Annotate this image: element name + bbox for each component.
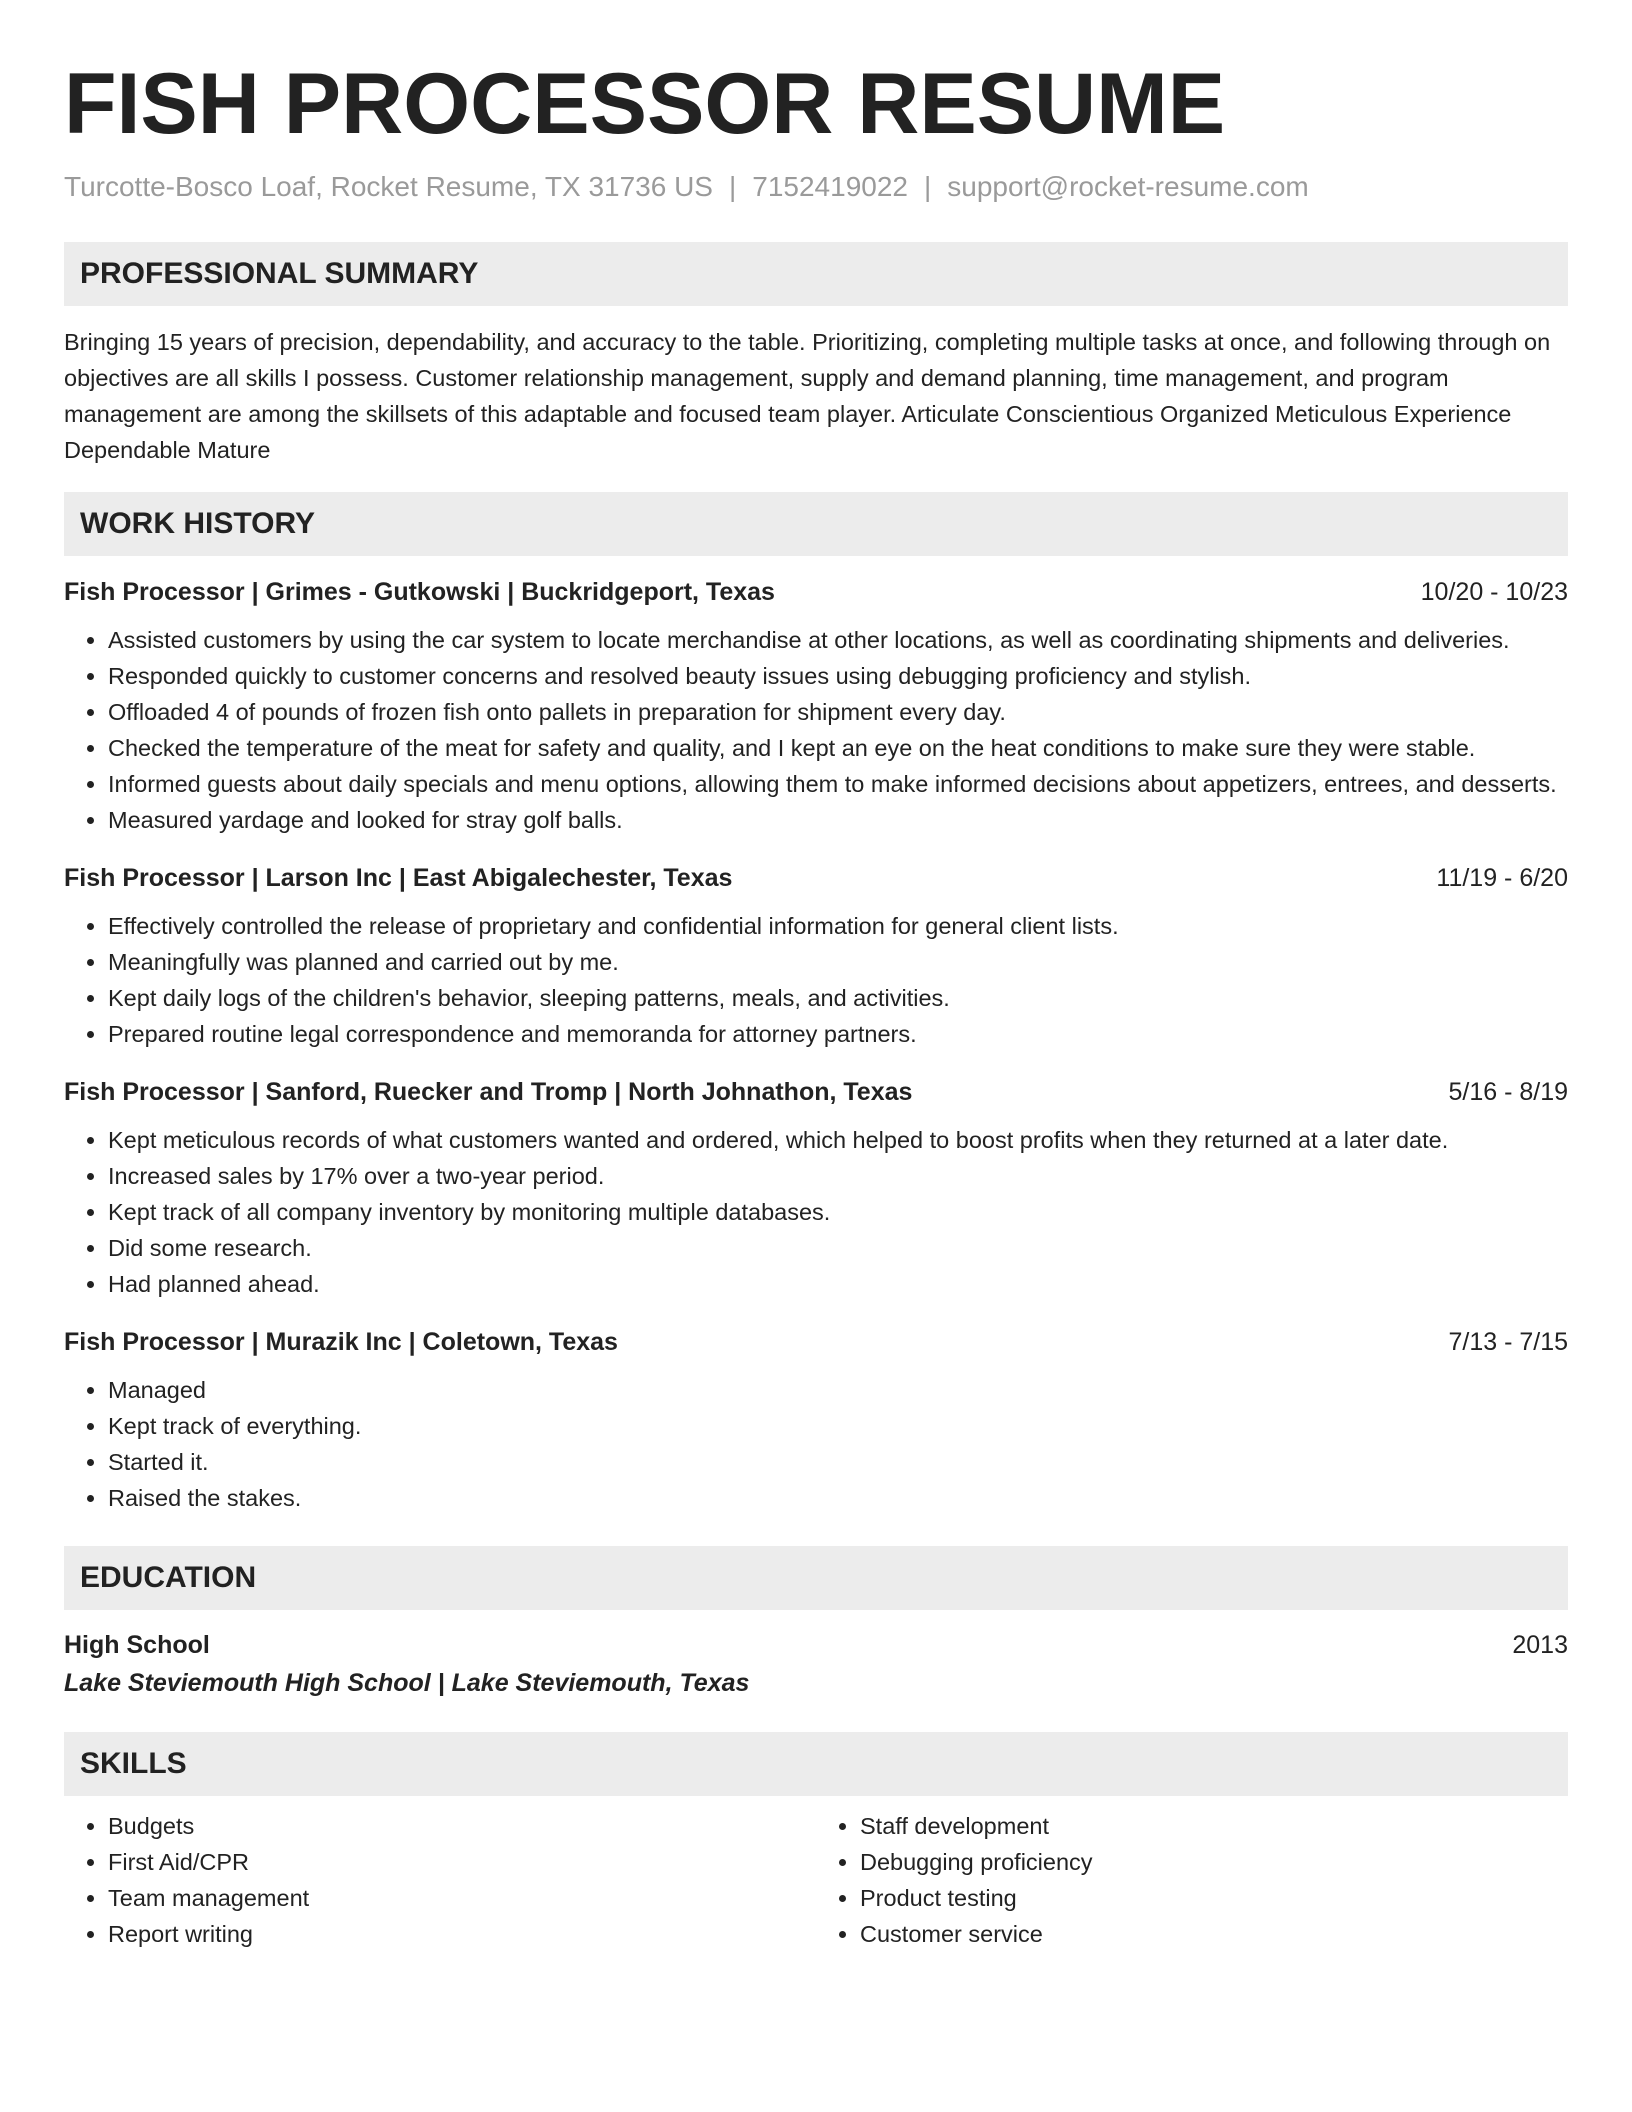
contact-separator: | — [924, 171, 932, 202]
summary-text: Bringing 15 years of precision, dependability, and accuracy to the table. Prioritizing, completing multiple tasks at once, and following through on objectives are all skills I possess. Customer relationship management, supply and demand planning, time management, and program management are among the skillsets of this adaptable and focused team player. Articulate Conscientious Organized Meticulous Experience Dependable Mature — [64, 329, 1551, 463]
job-bullet: • Meaningfully was planned and carried out by me. — [108, 944, 1568, 980]
job-dates: 5/16 - 8/19 — [1448, 1078, 1568, 1106]
contact-phone: 7152419022 — [752, 171, 908, 202]
job-bullet: • Responded quickly to customer concerns and resolved beauty issues using debugging proficiency and stylish. — [108, 658, 1568, 694]
job-bullets — [64, 1122, 1568, 1302]
section-heading-summary: PROFESSIONAL SUMMARY — [64, 242, 1568, 306]
skill-item: • First Aid/CPR — [108, 1844, 816, 1880]
skill-item: • Report writing — [108, 1916, 816, 1952]
job-dates: 7/13 - 7/15 — [1448, 1328, 1568, 1356]
resume-title: FISH PROCESSOR RESUME — [64, 56, 1226, 152]
contact-separator: | — [728, 171, 737, 202]
job-entry — [64, 1324, 1568, 1516]
job-dates: 11/19 - 6/20 — [1436, 864, 1568, 892]
skill-item: • Staff development — [860, 1808, 1568, 1844]
job-bullet: • Raised the stakes. — [108, 1480, 1568, 1516]
job-title: Fish Processor | Grimes - Gutkowski | Buckridgeport, Texas — [64, 578, 775, 606]
job-bullet: • Informed guests about daily specials and menu options, allowing them to make informed decisions about appetizers, entrees, and desserts. — [108, 766, 1568, 802]
job-bullets — [64, 1372, 1568, 1516]
education-degree: High School — [64, 1631, 210, 1659]
job-header — [64, 860, 1568, 896]
job-bullet: • Managed — [108, 1372, 1568, 1408]
skill-item: • Product testing — [860, 1880, 1568, 1916]
section-heading-skills: SKILLS — [64, 1732, 1568, 1796]
skills-list — [64, 1808, 1568, 1952]
job-bullet: • Prepared routine legal correspondence and memoranda for attorney partners. — [108, 1016, 1568, 1052]
contact-line — [64, 170, 1568, 204]
job-bullets — [64, 622, 1568, 838]
job-bullet: • Kept track of everything. — [108, 1408, 1568, 1444]
job-bullet: • Kept track of all company inventory by monitoring multiple databases. — [108, 1194, 1568, 1230]
job-header — [64, 1324, 1568, 1360]
skills-column-left — [64, 1808, 816, 1952]
job-title: Fish Processor | Murazik Inc | Coletown, Texas — [64, 1328, 618, 1356]
job-bullet: • Kept meticulous records of what customers wanted and ordered, which helped to boost profits when they returned at a later date. — [108, 1122, 1568, 1158]
job-bullet: • Measured yardage and looked for stray golf balls. — [108, 802, 1568, 838]
contact-address: Turcotte-Bosco Loaf, Rocket Resume, TX 31736 US — [64, 171, 713, 202]
job-title: Fish Processor | Larson Inc | East Abigalechester, Texas — [64, 864, 733, 892]
job-entry — [64, 574, 1568, 838]
job-bullet: • Offloaded 4 of pounds of frozen fish onto pallets in preparation for shipment every day. — [108, 694, 1568, 730]
section-heading-education: EDUCATION — [64, 1546, 1568, 1610]
skill-item: • Budgets — [108, 1808, 816, 1844]
education-year: 2013 — [1512, 1631, 1568, 1659]
job-bullet: • Effectively controlled the release of proprietary and confidential information for general client lists. — [108, 908, 1568, 944]
job-title: Fish Processor | Sanford, Ruecker and Tromp | North Johnathon, Texas — [64, 1078, 913, 1106]
skill-item: • Debugging proficiency — [860, 1844, 1568, 1880]
section-heading-work-history: WORK HISTORY — [64, 492, 1568, 556]
job-entry — [64, 1074, 1568, 1302]
job-dates: 10/20 - 10/23 — [1420, 578, 1568, 606]
job-bullet: • Kept daily logs of the children's behavior, sleeping patterns, meals, and activities. — [108, 980, 1568, 1016]
job-header — [64, 574, 1568, 610]
education-school: Lake Steviemouth High School | Lake Steviemouth, Texas — [64, 1669, 750, 1697]
job-bullet: • Assisted customers by using the car system to locate merchandise at other locations, as well as coordinating shipments and deliveries. — [108, 622, 1568, 658]
job-entry — [64, 860, 1568, 1052]
skill-item: • Team management — [108, 1880, 816, 1916]
job-bullet: • Increased sales by 17% over a two-year period. — [108, 1158, 1568, 1194]
skills-column-right — [816, 1808, 1568, 1952]
contact-email: support@rocket-resume.com — [947, 171, 1309, 202]
education-header — [64, 1626, 1568, 1664]
job-bullet: • Started it. — [108, 1444, 1568, 1480]
job-bullets — [64, 908, 1568, 1052]
job-bullet: • Checked the temperature of the meat for safety and quality, and I kept an eye on the heat conditions to make sure they were stable. — [108, 730, 1568, 766]
job-header — [64, 1074, 1568, 1110]
job-bullet: • Had planned ahead. — [108, 1266, 1568, 1302]
skill-item: • Customer service — [860, 1916, 1568, 1952]
job-bullet: • Did some research. — [108, 1230, 1568, 1266]
